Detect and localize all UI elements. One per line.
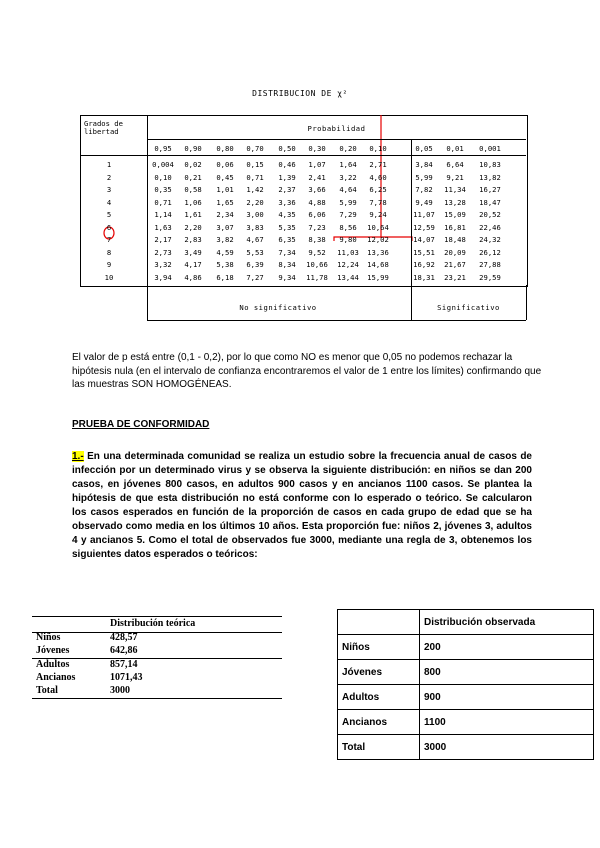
chi-value-cell: 4,17 [184, 260, 202, 269]
chi-value-cell: 2,37 [278, 185, 296, 194]
table-cell [338, 610, 420, 635]
exercise-paragraph [72, 450, 532, 562]
chi-value-cell: 2,20 [246, 197, 264, 207]
chi-value-cell: 3,84 [415, 160, 433, 169]
chi-value-cell: 1,65 [216, 197, 234, 207]
chi-value-cell: 10,83 [479, 160, 501, 169]
horizontal-rule [147, 320, 526, 321]
chi-value-cell: 23,21 [444, 272, 466, 282]
chi-value-cell: 0,15 [246, 160, 264, 169]
chi-value-cell: 8,34 [278, 260, 296, 269]
chi-value-cell: 0,06 [216, 160, 234, 169]
chi-value-cell: 7,29 [339, 210, 357, 219]
chi-value-cell: 2,41 [308, 172, 326, 182]
chi-value-cell: 3,49 [184, 247, 202, 257]
theoretical-value: 857,14 [110, 659, 138, 670]
chi-value-cell: 7,23 [308, 222, 326, 232]
chi-value-cell: 3,36 [278, 197, 296, 207]
chi-value-cell: 0,35 [154, 185, 172, 194]
chi-value-cell: 0,10 [154, 172, 172, 182]
chi-value-cell: 1,39 [278, 172, 296, 182]
chi-value-cell: 9,52 [308, 247, 326, 257]
chi-value-cell: 1,63 [154, 222, 172, 232]
chi-value-cell: 8,38 [308, 235, 326, 244]
observed-label: Adultos [338, 685, 420, 710]
theoretical-label: Adultos [36, 659, 70, 670]
gl-cell: 6 [106, 222, 112, 232]
table-row [338, 635, 594, 660]
probability-header: Probabilidad [307, 124, 366, 133]
chi-value-cell: 10,66 [306, 260, 328, 269]
gl-cell: 2 [106, 172, 112, 182]
chi-value-cell: 20,52 [479, 210, 501, 219]
chi-value-cell: 6,25 [369, 185, 387, 194]
theoretical-rows [32, 632, 282, 699]
chi-value-cell: 3,83 [246, 222, 264, 232]
chi-value-cell: 18,47 [479, 197, 501, 207]
horizontal-rule [147, 139, 526, 140]
chi-value-cell: 6,06 [308, 210, 326, 219]
chi-value-cell: 2,73 [154, 247, 172, 257]
chi-value-cell: 7,27 [246, 272, 264, 282]
exercise-number: 1.- [72, 451, 84, 462]
chi-value-cell: 13,82 [479, 172, 501, 182]
theoretical-label: Niños [36, 632, 61, 643]
chi-value-cell: 3,66 [308, 185, 326, 194]
chi-value-cell: 7,78 [369, 197, 387, 207]
gl-cell: 3 [106, 185, 112, 194]
chi-value-cell: 2,17 [154, 235, 172, 244]
list-item [32, 659, 282, 672]
prob-header-cell: 0,95 [154, 144, 172, 153]
chi-value-cell: 3,32 [154, 260, 172, 269]
prob-header-cell: 0,30 [308, 144, 326, 153]
chi-value-cell: 20,09 [444, 247, 466, 257]
chi-value-cell: 16,81 [444, 222, 466, 232]
chi-value-cell: 1,07 [308, 160, 326, 169]
gl-cell: 1 [106, 160, 112, 169]
chi-value-cell: 9,49 [415, 197, 433, 207]
chi-value-cell: 6,64 [446, 160, 464, 169]
theoretical-distribution [32, 616, 282, 699]
chi-value-cell: 4,60 [369, 172, 387, 182]
chi-value-cell: 1,06 [184, 197, 202, 207]
chi-value-cell: 4,35 [278, 210, 296, 219]
theoretical-value: 642,86 [110, 645, 138, 656]
rule-bottom [32, 698, 282, 699]
prob-header-cell: 0,70 [246, 144, 264, 153]
chi-value-cell: 9,80 [339, 235, 357, 244]
chi-value-cell: 5,99 [415, 172, 433, 182]
chi-value-cell: 0,58 [184, 185, 202, 194]
chi-value-cell: 18,31 [413, 272, 435, 282]
theoretical-value: 1071,43 [110, 672, 143, 683]
exercise-text: En una determinada comunidad se realiza un estudio sobre la frecuencia anual de casos de infección por un determinado virus y se observa la siguiente distribución: en niños se dan 200 casos, en jóvenes 800 casos, en adultos 900 casos y en ancianos 1100 casos. Se plantea la hipótesis de que esta distribución no está conforme con lo esperado o teórico. Se calcularon los casos esperados en función de la proporción de casos en cada grupo de edad que se ha observado como media en los últimos 10 años. Esta proporción fue: niños 2, jóvenes 3, adultos 4 y ancianos 5. Como el total de observados fue 3000, mediante una regla de 3, obtenemos los siguientes datos esperados o teóricos: [72, 451, 532, 560]
chi-value-cell: 5,99 [339, 197, 357, 207]
significant-label: Significativo [437, 303, 500, 312]
table-row [338, 660, 594, 685]
prob-header-cell: 0,20 [339, 144, 357, 153]
chi-value-cell: 11,03 [337, 247, 359, 257]
observed-label: Niños [338, 635, 420, 660]
chi-value-cell: 8,56 [339, 222, 357, 232]
gl-cell: 10 [104, 272, 114, 282]
observed-value: 900 [420, 685, 594, 710]
chi-value-cell: 7,82 [415, 185, 433, 194]
chi-value-cell: 6,39 [246, 260, 264, 269]
chi-value-cell: 6,18 [216, 272, 234, 282]
chi-value-cell: 10,64 [367, 222, 389, 232]
chi-value-cell: 0,46 [278, 160, 296, 169]
chi-value-cell: 1,14 [154, 210, 172, 219]
chi-value-cell: 3,82 [216, 235, 234, 244]
horizontal-rule [80, 155, 526, 156]
chi-value-cell: 12,59 [413, 222, 435, 232]
table-row [338, 685, 594, 710]
chi-value-cell: 15,51 [413, 247, 435, 257]
chi-value-cell: 29,59 [479, 272, 501, 282]
not-significant-label: No significativo [239, 303, 317, 312]
chi-value-cell: 0,71 [246, 172, 264, 182]
gl-cell: 8 [106, 247, 112, 257]
observed-value: 3000 [420, 735, 594, 760]
chi-value-cell: 4,86 [184, 272, 202, 282]
observed-label: Total [338, 735, 420, 760]
vertical-rule [526, 285, 527, 320]
chi-value-cell: 12,24 [337, 260, 359, 269]
chi-value-cell: 26,12 [479, 247, 501, 257]
chi-value-cell: 9,34 [278, 272, 296, 282]
chi-value-cell: 5,35 [278, 222, 296, 232]
prob-header-cell: 0,80 [216, 144, 234, 153]
chi-table-title: DISTRIBUCION DE χ² [252, 89, 348, 98]
theoretical-value: 428,57 [110, 632, 138, 643]
theoretical-value: 3000 [110, 685, 130, 696]
theoretical-title: Distribución teórica [110, 618, 196, 629]
observed-value: 1100 [420, 710, 594, 735]
gl-cell: 4 [106, 197, 112, 207]
gl-cell: 7 [106, 235, 112, 244]
chi-value-cell: 22,46 [479, 222, 501, 232]
chi-value-cell: 2,34 [216, 210, 234, 219]
chi-value-cell: 21,67 [444, 260, 466, 269]
chi-value-cell: 1,42 [246, 185, 264, 194]
chi-value-cell: 4,59 [216, 247, 234, 257]
gl-cell: 9 [106, 260, 112, 269]
degrees-of-freedom-header-line: libertad [84, 127, 119, 136]
table-row [338, 735, 594, 760]
theoretical-label: Jóvenes [36, 645, 70, 656]
observed-label: Ancianos [338, 710, 420, 735]
chi-value-cell: 0,21 [184, 172, 202, 182]
chi-value-cell: 16,92 [413, 260, 435, 269]
chi-value-cell: 11,78 [306, 272, 328, 282]
chi-value-cell: 3,22 [339, 172, 357, 182]
observed-value: 200 [420, 635, 594, 660]
gl-cell: 5 [106, 210, 112, 219]
theoretical-label: Total [36, 685, 58, 696]
list-item [32, 645, 282, 658]
chi-value-cell: 13,28 [444, 197, 466, 207]
prob-header-cell: 0,50 [278, 144, 296, 153]
conclusion-paragraph: El valor de p está entre (0,1 - 0,2), por lo que como NO es menor que 0,05 no podemos rechazar la hipótesis nula (en el intervalo de confianza encontraremos el valor de 1 entre los límites) confirmando que las muestras SON HOMOGÉNEAS. [72, 352, 542, 390]
observed-label: Jóvenes [338, 660, 420, 685]
observed-distribution-table [337, 609, 594, 760]
prob-header-cell: 0,10 [369, 144, 387, 153]
chi-value-cell: 11,34 [444, 185, 466, 194]
chi-value-cell: 1,64 [339, 160, 357, 169]
chi-value-cell: 14,68 [367, 260, 389, 269]
chi-value-cell: 0,71 [154, 197, 172, 207]
prob-header-cell: 0,01 [446, 144, 464, 153]
prob-header-cell: 0,90 [184, 144, 202, 153]
chi-value-cell: 2,83 [184, 235, 202, 244]
chi-value-cell: 5,53 [246, 247, 264, 257]
chi-value-cell: 12,02 [367, 235, 389, 244]
chi-value-cell: 18,48 [444, 235, 466, 244]
chi-value-cell: 15,09 [444, 210, 466, 219]
chi-value-cell: 4,64 [339, 185, 357, 194]
observed-value: 800 [420, 660, 594, 685]
chi-value-cell: 9,24 [369, 210, 387, 219]
chi-value-cell: 3,00 [246, 210, 264, 219]
chi-square-table [80, 115, 528, 320]
chi-value-cell: 0,02 [184, 160, 202, 169]
chi-value-cell: 11,07 [413, 210, 435, 219]
chi-value-cell: 1,61 [184, 210, 202, 219]
chi-value-cell: 7,34 [278, 247, 296, 257]
chi-value-cell: 24,32 [479, 235, 501, 244]
list-item [32, 632, 282, 645]
theoretical-label: Ancianos [36, 672, 76, 683]
chi-value-cell: 9,21 [446, 172, 464, 182]
chi-value-cell: 3,07 [216, 222, 234, 232]
section-heading: PRUEBA DE CONFORMIDAD [72, 419, 210, 430]
chi-value-cell: 14,07 [413, 235, 435, 244]
chi-value-cell: 0,004 [152, 160, 174, 169]
observed-title: Distribución observada [420, 610, 594, 635]
chi-value-cell: 5,38 [216, 260, 234, 269]
chi-value-cell: 2,20 [184, 222, 202, 232]
chi-value-cell: 6,35 [278, 235, 296, 244]
chi-value-cell: 4,67 [246, 235, 264, 244]
chi-value-cell: 15,99 [367, 272, 389, 282]
chi-value-cell: 2,71 [369, 160, 387, 169]
chi-value-cell: 1,01 [216, 185, 234, 194]
prob-header-cell: 0,001 [479, 144, 501, 153]
prob-header-cell: 0,05 [415, 144, 433, 153]
list-item [32, 685, 282, 698]
table-row [338, 610, 594, 635]
chi-value-cell: 4,88 [308, 197, 326, 207]
list-item [32, 672, 282, 685]
chi-value-cell: 13,44 [337, 272, 359, 282]
degrees-of-freedom-header-line: Grados de [84, 119, 123, 128]
chi-value-cell: 16,27 [479, 185, 501, 194]
chi-value-cell: 3,94 [154, 272, 172, 282]
observed-rows [338, 635, 594, 760]
table-row [338, 710, 594, 735]
chi-value-cell: 0,45 [216, 172, 234, 182]
chi-value-cell: 13,36 [367, 247, 389, 257]
chi-value-cell: 27,88 [479, 260, 501, 269]
